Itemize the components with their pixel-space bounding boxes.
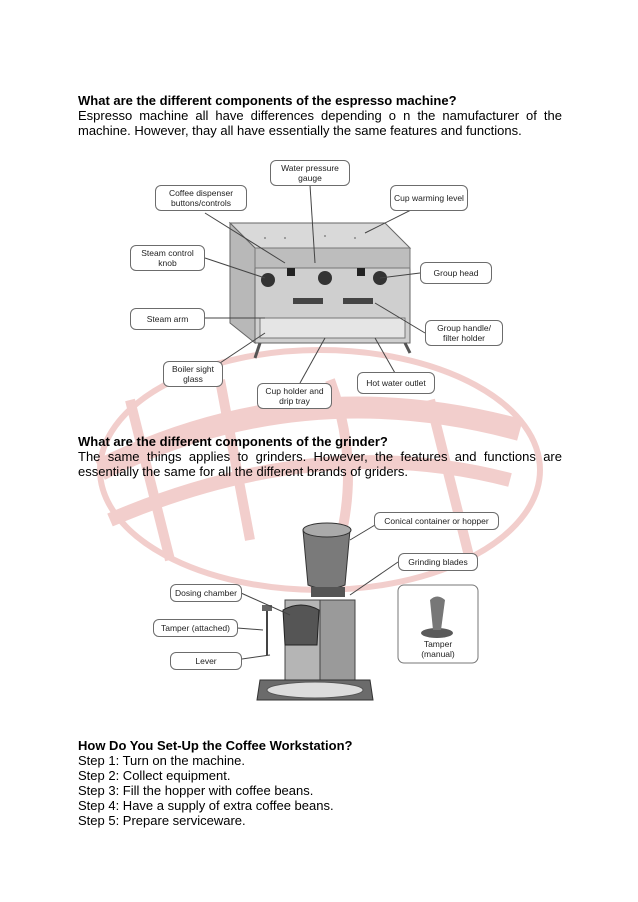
label-cup-holder: Cup holder and drip tray: [257, 383, 332, 409]
label-tamper-manual: Tamper (manual): [403, 641, 473, 657]
step-item: Step 1: Turn on the machine.: [78, 753, 245, 768]
section-grinder: [78, 434, 562, 479]
label-steam-arm: Steam arm: [130, 308, 205, 330]
label-coffee-dispenser: Coffee dispenser buttons/controls: [155, 185, 247, 211]
label-water-pressure-gauge: Water pressure gauge: [270, 160, 350, 186]
step-item: Step 2: Collect equipment.: [78, 768, 231, 783]
label-boiler-sight-glass: Boiler sight glass: [163, 361, 223, 387]
step-item: Step 4: Have a supply of extra coffee beans.: [78, 798, 334, 813]
label-grinding-blades: Grinding blades: [398, 553, 478, 571]
paragraph-grinder: The same things applies to grinders. However, the features and functions are essentially the same for all the different brands of griders.: [78, 449, 562, 479]
label-group-handle: Group handle/ filter holder: [425, 320, 503, 346]
label-hot-water-outlet: Hot water outlet: [357, 372, 435, 394]
label-conical-hopper: Conical container or hopper: [374, 512, 499, 530]
section-espresso: [78, 93, 562, 138]
paragraph-espresso: Espresso machine all have differences depending o n the namufacturer of the machine. However, thay all have essentially the same features and functions.: [78, 108, 562, 138]
step-item: Step 3: Fill the hopper with coffee beans.: [78, 783, 314, 798]
grinder-figure: [145, 505, 489, 710]
label-steam-control-knob: Steam control knob: [130, 245, 205, 271]
label-tamper-attached: Tamper (attached): [153, 619, 238, 637]
grinder-illustration: [145, 505, 485, 710]
heading-setup: How Do You Set-Up the Coffee Workstation?: [78, 738, 353, 753]
label-lever: Lever: [170, 652, 242, 670]
label-cup-warming: Cup warming level: [390, 185, 468, 211]
heading-grinder: What are the different components of the grinder?: [78, 434, 388, 449]
label-dosing-chamber: Dosing chamber: [170, 584, 242, 602]
section-setup: [78, 738, 562, 828]
label-group-head: Group head: [420, 262, 492, 284]
heading-espresso: What are the different components of the espresso machine?: [78, 93, 457, 108]
espresso-machine-figure: [125, 158, 515, 413]
step-item: Step 5: Prepare serviceware.: [78, 813, 246, 828]
